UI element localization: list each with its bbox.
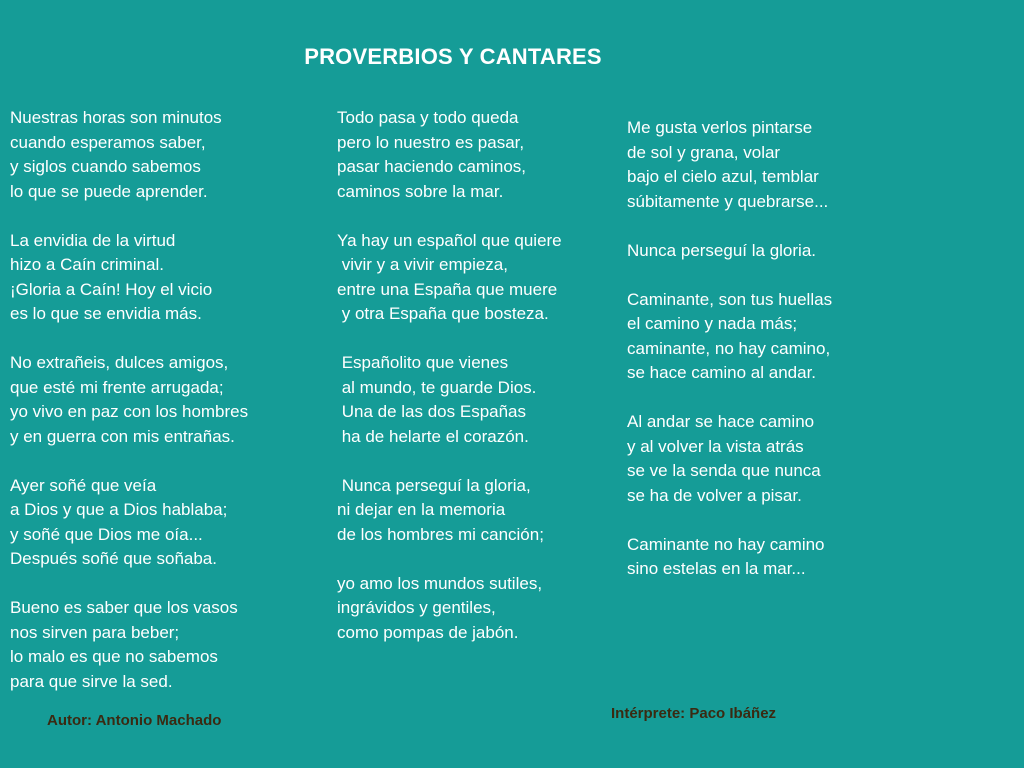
poem-line: como pompas de jabón.: [337, 622, 519, 642]
poem-line: de los hombres mi canción;: [337, 524, 544, 544]
poem-line: nos sirven para beber;: [10, 622, 180, 642]
poem-column-1: [10, 106, 328, 694]
poem-line: pero lo nuestro es pasar,: [337, 132, 525, 152]
poem-stanza: [627, 533, 957, 582]
poem-stanza: [10, 229, 328, 327]
poem-line: y en guerra con mis entrañas.: [10, 426, 235, 446]
poem-line: se ve la senda que nunca: [627, 461, 821, 480]
poem-stanza: [337, 572, 617, 646]
poem-stanza: [627, 116, 957, 214]
poem-line: ingrávidos y gentiles,: [337, 598, 496, 617]
poem-line: a Dios y que a Dios hablaba;: [10, 500, 228, 519]
poem-line: Nunca perseguí la gloria,: [337, 475, 531, 495]
poem-line: Todo pasa y todo queda: [337, 108, 519, 127]
poem-line: cuando esperamos saber,: [10, 132, 206, 152]
poem-line: y siglos cuando sabemos: [10, 157, 201, 176]
poem-line: Españolito que vienes: [337, 353, 509, 372]
poem-line: hizo a Caín criminal.: [10, 255, 165, 274]
poem-stanza: [337, 229, 617, 327]
poem-line: súbitamente y quebrarse...: [627, 191, 829, 211]
poem-line: ni dejar en la memoria: [337, 500, 506, 519]
poem-line: lo malo es que no sabemos: [10, 647, 218, 666]
poem-stanza: [627, 410, 957, 508]
poem-line: se ha de volver a pisar.: [627, 485, 802, 505]
poem-stanza: [10, 106, 328, 204]
poem-line: No extrañeis, dulces amigos,: [10, 353, 229, 372]
poem-line: el camino y nada más;: [627, 314, 798, 333]
poem-line: ¡Gloria a Caín! Hoy el vicio: [10, 279, 213, 299]
poem-line: Caminante no hay camino: [627, 534, 825, 554]
poem-line: se hace camino al andar.: [627, 363, 817, 382]
poem-line: lo que se puede aprender.: [10, 181, 208, 201]
poem-line: Ya hay un español que quiere: [337, 230, 562, 250]
poem-line: yo vivo en paz con los hombres: [10, 402, 249, 421]
poem-line: Al andar se hace camino: [627, 412, 815, 431]
poem-line: Nuestras horas son minutos: [10, 108, 222, 127]
interpreter-credit: Intérprete: Paco Ibáñez: [611, 705, 777, 722]
poem-line: al mundo, te guarde Dios.: [337, 377, 537, 397]
poem-line: Después soñé que soñaba.: [10, 549, 217, 568]
poem-line: y otra España que bosteza.: [337, 304, 549, 323]
poem-line: entre una España que muere: [337, 279, 558, 299]
poem-column-2: [337, 106, 617, 645]
poem-line: Caminante, son tus huellas: [627, 289, 833, 309]
poem-line: Bueno es saber que los vasos: [10, 598, 238, 617]
poem-line: es lo que se envidia más.: [10, 304, 202, 323]
author-credit: Autor: Antonio Machado: [47, 712, 222, 729]
poem-line: vivir y a vivir empieza,: [337, 255, 508, 274]
poem-line: Una de las dos Españas: [337, 402, 527, 421]
poem-stanza: [337, 106, 617, 204]
poem-stanza: [337, 474, 617, 548]
poem-line: caminante, no hay camino,: [627, 338, 831, 358]
poem-stanza: [337, 351, 617, 449]
poem-stanza: [627, 288, 957, 386]
poem-line: pasar haciendo caminos,: [337, 157, 527, 176]
poem-stanza: [627, 239, 957, 264]
poem-line: y al volver la vista atrás: [627, 436, 804, 456]
poem-column-3: [627, 116, 957, 582]
poem-line: yo amo los mundos sutiles,: [337, 573, 543, 593]
poem-line: Ayer soñé que veía: [10, 475, 157, 495]
poem-line: de sol y grana, volar: [627, 142, 781, 162]
poem-line: bajo el cielo azul, temblar: [627, 167, 819, 186]
poem-line: que esté mi frente arrugada;: [10, 377, 224, 397]
poem-stanza: [10, 351, 328, 449]
poem-line: Nunca perseguí la gloria.: [627, 240, 817, 260]
poem-stanza: [10, 596, 328, 694]
poem-line: sino estelas en la mar...: [627, 559, 806, 578]
poem-line: caminos sobre la mar.: [337, 181, 504, 201]
poem-stanza: [10, 474, 328, 572]
poem-line: para que sirve la sed.: [10, 671, 173, 691]
poem-line: La envidia de la virtud: [10, 230, 176, 250]
page-title: PROVERBIOS Y CANTARES: [304, 44, 602, 69]
poem-line: Me gusta verlos pintarse: [627, 118, 813, 137]
poem-line: y soñé que Dios me oía...: [10, 524, 203, 544]
poem-line: ha de helarte el corazón.: [337, 426, 529, 446]
